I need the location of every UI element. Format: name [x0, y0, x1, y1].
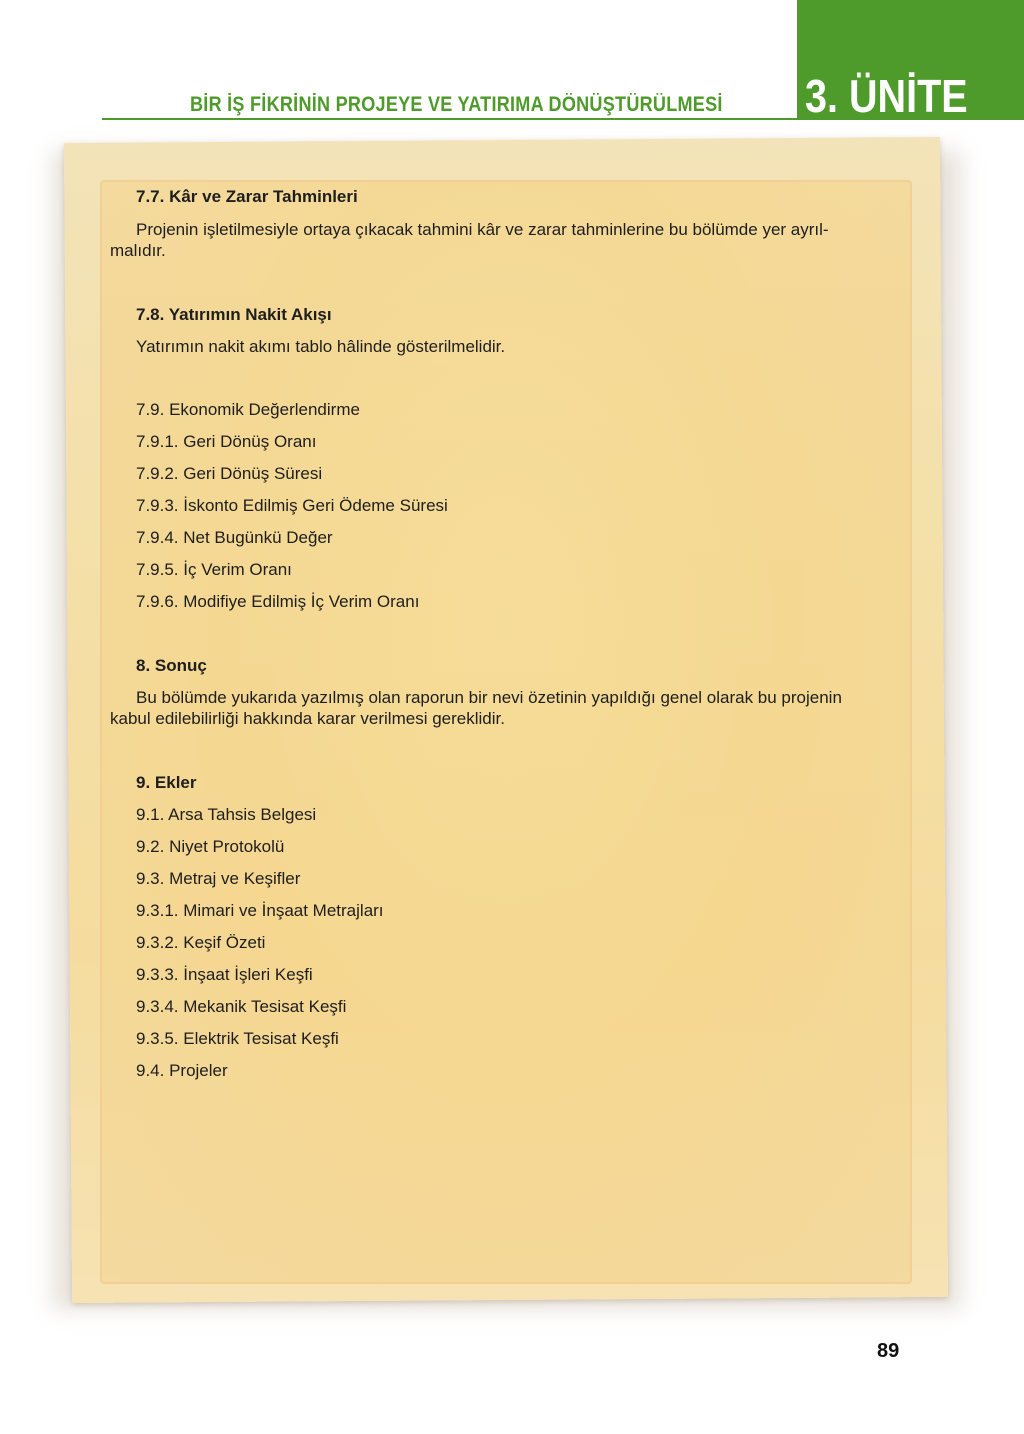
paragraph-line: Projenin işletilmesiyle ortaya çıkacak tahmini kâr ve zarar tahminlerine bu bölümde yer ayrıl-: [136, 220, 829, 239]
section-heading: 7.7. Kâr ve Zarar Tahminleri: [136, 187, 358, 206]
list-item: 9.4. Projeler: [136, 1061, 228, 1080]
section-heading: 7.9. Ekonomik Değerlendirme: [136, 400, 360, 419]
list-item: 9.3.2. Keşif Özeti: [136, 933, 266, 952]
paragraph-line: Yatırımın nakit akımı tablo hâlinde gösterilmelidir.: [136, 337, 506, 356]
list-item: 9.3. Metraj ve Keşifler: [136, 869, 301, 888]
paragraph-line: kabul edilebilirliği hakkında karar verilmesi gereklidir.: [110, 709, 505, 728]
unit-label: 3. ÜNİTE: [805, 70, 968, 122]
list-item: 9.3.4. Mekanik Tesisat Keşfi: [136, 997, 347, 1016]
list-item: 7.9.4. Net Bugünkü Değer: [136, 528, 333, 547]
list-item: 9.3.1. Mimari ve İnşaat Metrajları: [136, 901, 384, 920]
page-number: 89: [877, 1340, 900, 1362]
list-item: 7.9.1. Geri Dönüş Oranı: [136, 432, 317, 451]
section-heading: 7.8. Yatırımın Nakit Akışı: [136, 305, 332, 324]
list-item: 7.9.3. İskonto Edilmiş Geri Ödeme Süresi: [136, 496, 448, 515]
paragraph-line: malıdır.: [110, 241, 166, 260]
list-item: 7.9.5. İç Verim Oranı: [136, 560, 292, 579]
list-item: 7.9.2. Geri Dönüş Süresi: [136, 464, 323, 483]
list-item: 9.2. Niyet Protokolü: [136, 837, 285, 856]
list-item: 7.9.6. Modifiye Edilmiş İç Verim Oranı: [136, 592, 420, 611]
list-item: 9.3.5. Elektrik Tesisat Keşfi: [136, 1029, 339, 1048]
chapter-title: BİR İŞ FİKRİNİN PROJEYE VE YATIRIMA DÖNÜŞTÜRÜLMESİ: [190, 93, 723, 116]
paragraph-line: Bu bölümde yukarıda yazılmış olan raporun bir nevi özetinin yapıldığı genel olarak bu projenin: [136, 688, 842, 707]
list-item: 9.1. Arsa Tahsis Belgesi: [136, 805, 317, 824]
section-heading: 9. Ekler: [136, 773, 197, 792]
section-heading: 8. Sonuç: [136, 656, 207, 675]
list-item: 9.3.3. İnşaat İşleri Keşfi: [136, 965, 313, 984]
